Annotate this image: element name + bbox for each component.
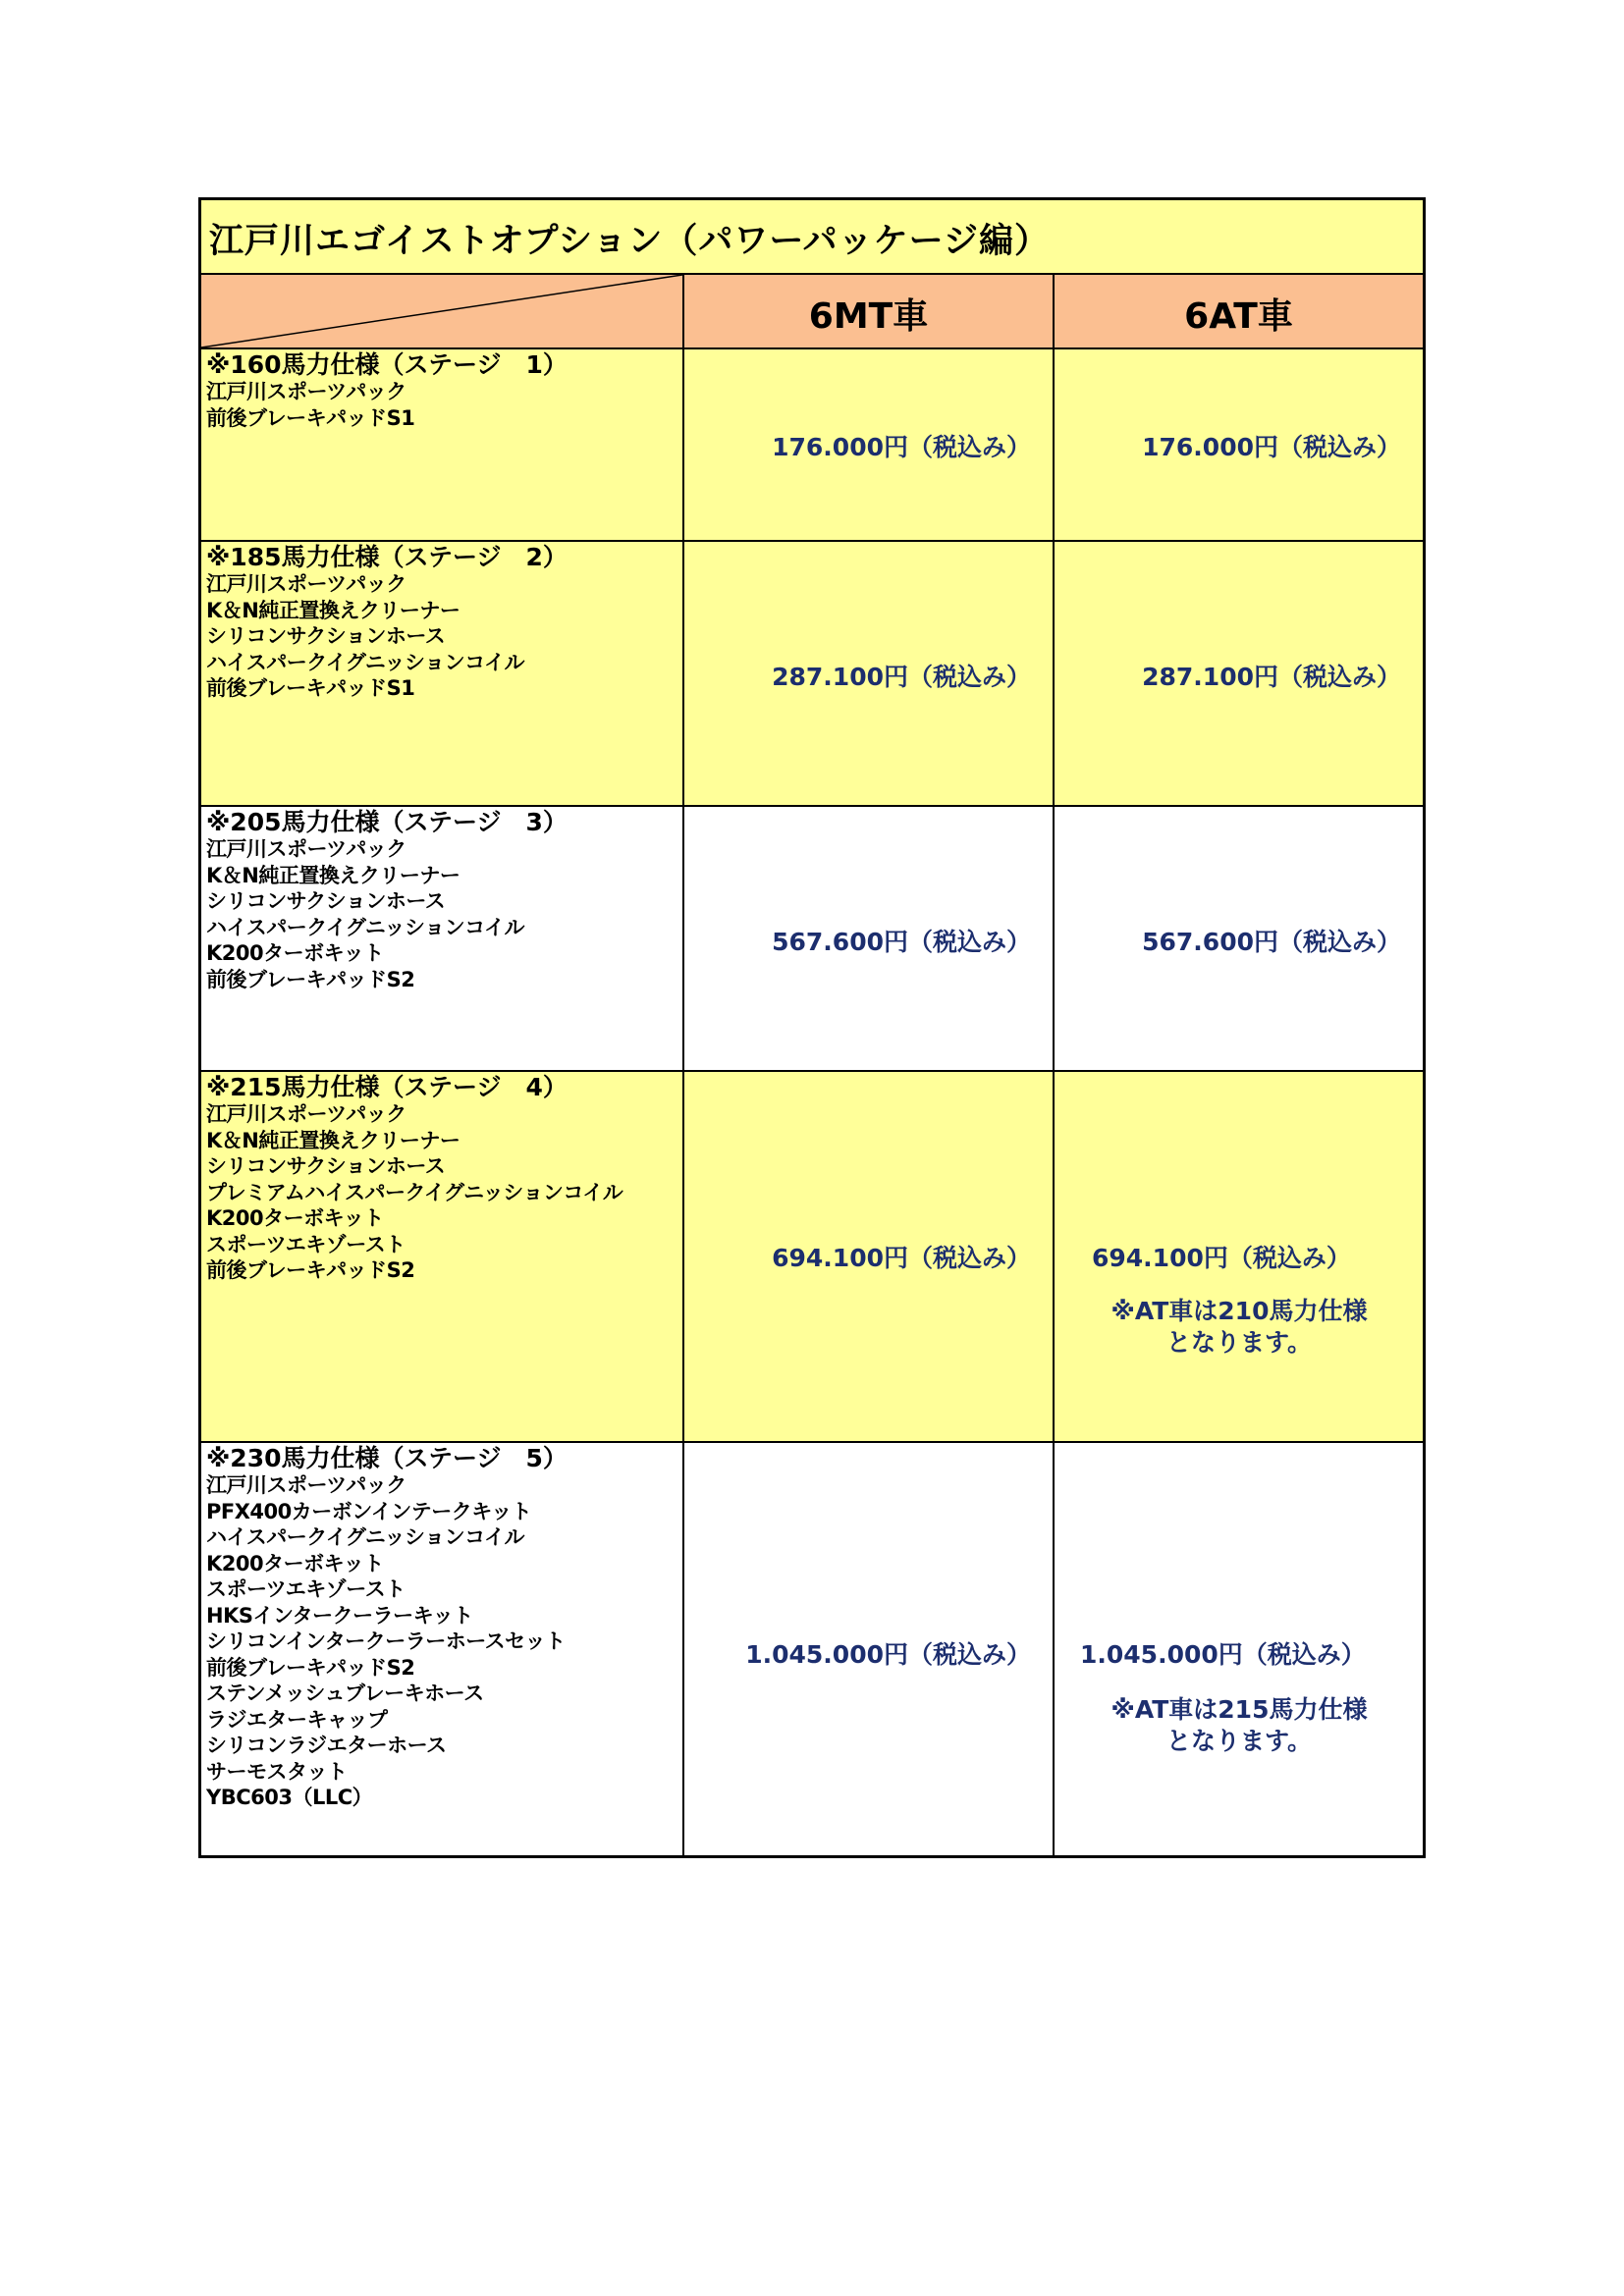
spec-cell: [201, 807, 684, 1070]
spec-cell: [201, 542, 684, 805]
spec-item: 江戸川スポーツパック: [206, 837, 406, 861]
diagonal-line-icon: [201, 275, 682, 347]
at-price: 694.100円（税込み）: [1092, 1244, 1351, 1272]
mt-price-cell: [684, 349, 1055, 540]
spec-item: 江戸川スポーツパック: [206, 1473, 406, 1497]
mt-price: 287.100円（税込み）: [772, 663, 1031, 691]
mt-price-cell: [684, 542, 1055, 805]
spec-item: 江戸川スポーツパック: [206, 1102, 406, 1126]
spec-item: ラジエターキャップ: [206, 1707, 388, 1732]
at-note: [1092, 1694, 1386, 1757]
spec-item-list: [206, 1472, 682, 1811]
column-header-row: [201, 275, 1423, 349]
header-corner-cell: [201, 275, 684, 347]
mt-price: 1.045.000円（税込み）: [745, 1640, 1031, 1669]
table-row: [201, 1072, 1423, 1443]
spec-item-list: [206, 836, 682, 992]
spec-title: ※185馬力仕様（ステージ 2）: [206, 543, 568, 571]
spec-item: スポーツエキゾースト: [206, 1232, 406, 1256]
header-6mt-label: 6MT車: [808, 296, 929, 337]
table-row: [201, 807, 1423, 1072]
spec-title: ※230馬力仕様（ステージ 5）: [206, 1444, 568, 1472]
at-price-cell: [1055, 1443, 1423, 1855]
spec-item: K200ターボキット: [206, 941, 384, 965]
spec-item: 前後ブレーキパッドS1: [206, 676, 415, 700]
mt-price-cell: [684, 1443, 1055, 1855]
spec-item: K＆N純正置換えクリーナー: [206, 598, 460, 622]
at-price: 1.045.000円（税込み）: [1080, 1640, 1366, 1669]
spec-item: 江戸川スポーツパック: [206, 572, 406, 596]
header-6mt-cell: [684, 275, 1055, 347]
at-price-cell: [1055, 1072, 1423, 1441]
table-title-row: [201, 200, 1423, 275]
at-note-line: ※AT車は210馬力仕様: [1110, 1297, 1368, 1325]
header-6at-label: 6AT車: [1184, 296, 1293, 337]
spec-item: YBC603（LLC）: [206, 1786, 373, 1809]
spec-item: K＆N純正置換えクリーナー: [206, 863, 460, 887]
at-price: 176.000円（税込み）: [1142, 433, 1401, 461]
mt-price: 567.600円（税込み）: [772, 928, 1031, 956]
spec-item: ハイスパークイグニッションコイル: [206, 650, 525, 674]
spec-item: K200ターボキット: [206, 1551, 384, 1575]
header-6at-cell: [1055, 275, 1423, 347]
spec-item: 前後ブレーキパッドS2: [206, 1258, 415, 1282]
spec-cell: [201, 1072, 684, 1441]
spec-item: K＆N純正置換えクリーナー: [206, 1128, 460, 1152]
at-price-cell: [1055, 542, 1423, 805]
spec-item: 前後ブレーキパッドS2: [206, 1655, 415, 1680]
mt-price-cell: [684, 807, 1055, 1070]
spec-item-list: [206, 571, 682, 702]
spec-item: 前後ブレーキパッドS2: [206, 967, 415, 991]
spec-item: シリコンインタークーラーホースセット: [206, 1629, 566, 1653]
spec-item: 江戸川スポーツパック: [206, 380, 406, 403]
at-note-line: となります。: [1165, 1328, 1312, 1357]
spec-item: PFX400カーボンインテークキット: [206, 1499, 532, 1523]
price-table: [198, 197, 1426, 1858]
table-row: [201, 1443, 1423, 1855]
mt-price: 176.000円（税込み）: [772, 433, 1031, 461]
table-title: 江戸川エゴイストオプション（パワーパッケージ編）: [209, 222, 1050, 261]
spec-item: サーモスタット: [206, 1759, 348, 1784]
spec-item: シリコンサクションホース: [206, 1154, 446, 1178]
at-note-line: ※AT車は215馬力仕様: [1110, 1695, 1368, 1724]
at-note-line: となります。: [1165, 1727, 1312, 1755]
spec-item: シリコンサクションホース: [206, 889, 446, 913]
spec-item: ステンメッシュブレーキホース: [206, 1682, 484, 1705]
spec-item: ハイスパークイグニッションコイル: [206, 915, 525, 939]
spec-title: ※160馬力仕様（ステージ 1）: [206, 350, 568, 379]
at-price: 567.600円（税込み）: [1142, 928, 1401, 956]
spec-item: 前後ブレーキパッドS1: [206, 405, 415, 430]
spec-item-list: [206, 1101, 682, 1284]
spec-item: K200ターボキット: [206, 1206, 384, 1230]
mt-price: 694.100円（税込み）: [772, 1244, 1031, 1272]
spec-cell: [201, 349, 684, 540]
spec-title: ※215馬力仕様（ステージ 4）: [206, 1073, 568, 1101]
spec-item: ハイスパークイグニッションコイル: [206, 1525, 525, 1549]
table-row: [201, 349, 1423, 542]
spec-item: シリコンサクションホース: [206, 624, 446, 648]
spec-item-list: [206, 379, 682, 431]
at-price-cell: [1055, 349, 1423, 540]
spec-item: プレミアムハイスパークイグニッションコイル: [206, 1180, 623, 1204]
at-price: 287.100円（税込み）: [1142, 663, 1401, 691]
spec-cell: [201, 1443, 684, 1855]
at-price-cell: [1055, 807, 1423, 1070]
table-row: [201, 542, 1423, 807]
at-note: [1092, 1296, 1386, 1359]
spec-title: ※205馬力仕様（ステージ 3）: [206, 808, 568, 836]
spec-item: HKSインタークーラーキット: [206, 1603, 473, 1628]
mt-price-cell: [684, 1072, 1055, 1441]
spec-item: シリコンラジエターホース: [206, 1734, 447, 1757]
spec-item: スポーツエキゾースト: [206, 1577, 406, 1601]
